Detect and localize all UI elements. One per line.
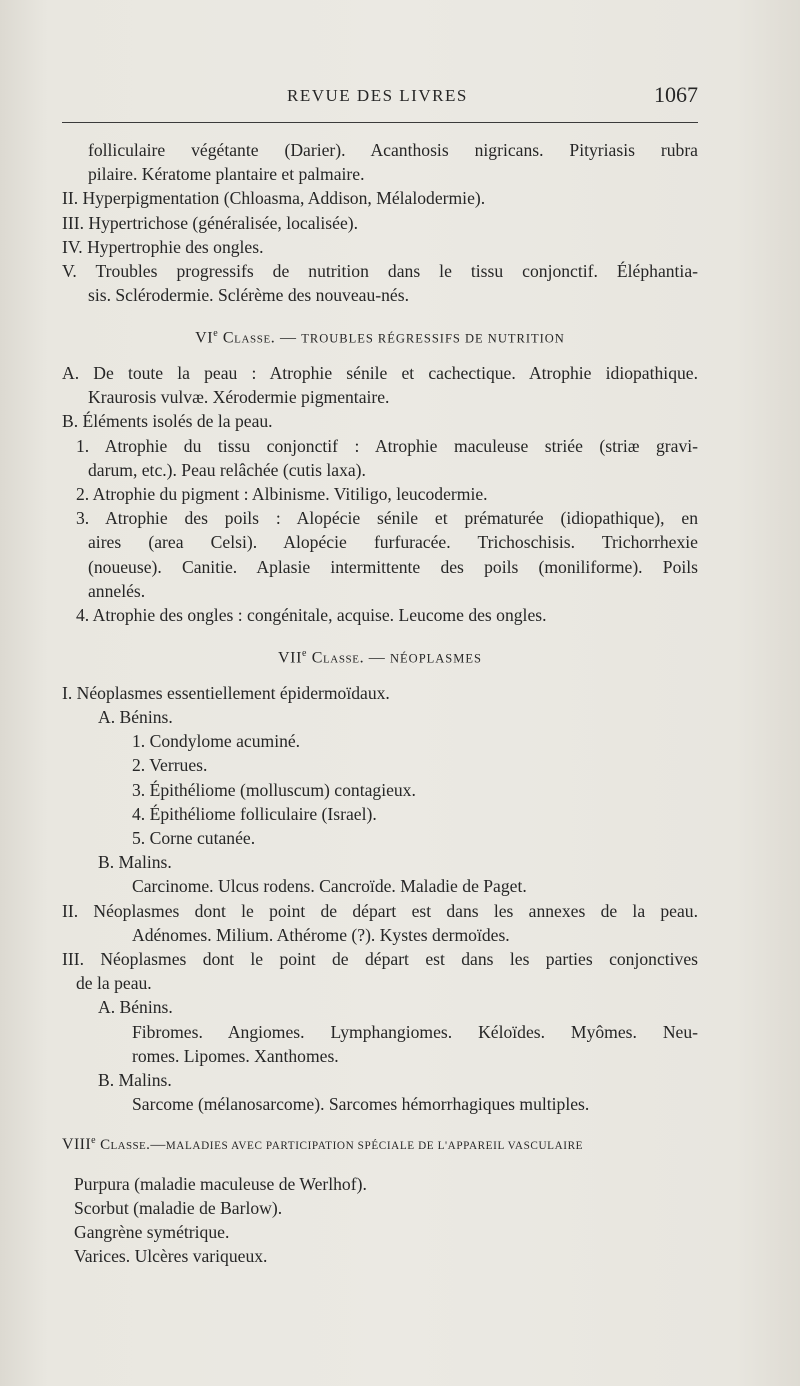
text-line: Fibromes. Angiomes. Lymphangiomes. Kéloïdes. Myômes. Neu-: [132, 1021, 698, 1042]
text-line: A. Bénins.: [98, 706, 173, 727]
text-line: 3. Épithéliome (molluscum) contagieux.: [132, 779, 416, 800]
page-number: 1067: [654, 82, 698, 107]
text-line: 3. Atrophie des poils : Alopécie sénile et prématurée (idiopathique), en: [76, 508, 698, 529]
page-header: [62, 84, 698, 112]
section-v-continued: [62, 138, 698, 307]
text-line: Purpura (maladie maculeuse de Werlhof).: [74, 1173, 367, 1194]
text-line: I. Néoplasmes essentiellement épidermoïdaux.: [62, 682, 390, 703]
text-line: 1. Atrophie du tissu conjonctif : Atrophie maculeuse striée (striæ gravi-: [76, 435, 698, 456]
text-line: A. De toute la peau : Atrophie sénile et cachectique. Atrophie idiopathique.: [62, 362, 698, 383]
text-line: annelés.: [88, 580, 146, 601]
text-line: II. Néoplasmes dont le point de départ est dans les annexes de la peau.: [62, 900, 698, 921]
text-line: Adénomes. Milium. Athérome (?). Kystes dermoïdes.: [132, 924, 510, 945]
text-line: B. Éléments isolés de la peau.: [62, 411, 273, 432]
section-viii-body: [62, 1172, 698, 1269]
text-line: romes. Lipomes. Xanthomes.: [132, 1045, 339, 1066]
text-line: III. Hypertrichose (généralisée, localisée).: [62, 212, 359, 233]
text-line: 2. Atrophie du pigment : Albinisme. Vitiligo, leucodermie.: [76, 483, 488, 504]
text-line: IV. Hypertrophie des ongles.: [62, 236, 264, 257]
text-line: folliculaire végétante (Darier). Acanthosis nigricans. Pityriasis rubra: [88, 140, 698, 160]
text-line: sis. Sclérodermie. Sclérème des nouveau-nés.: [88, 285, 409, 306]
running-title: REVUE DES LIVRES: [287, 86, 468, 105]
text-line: 1. Condylome acuminé.: [132, 731, 301, 752]
text-line: Varices. Ulcères variqueux.: [74, 1246, 268, 1267]
text-line: Gangrène symétrique.: [74, 1221, 230, 1242]
section-heading-vi: VIe Classe. — TROUBLES RÉGRESSIFS DE NUTRITION: [195, 328, 565, 347]
text-line: pilaire. Kératome plantaire et palmaire.: [88, 164, 365, 185]
text-line: de la peau.: [76, 973, 152, 994]
section-heading-viii: VIIIe Classe.—MALADIES AVEC PARTICIPATION SPÉCIALE DE L'APPAREIL VASCULAIRE: [62, 1135, 584, 1154]
text-line: Carcinome. Ulcus rodens. Cancroïde. Maladie de Paget.: [132, 876, 527, 897]
text-line: 2. Verrues.: [132, 755, 208, 776]
text-line: III. Néoplasmes dont le point de départ est dans les parties conjonctives: [62, 948, 698, 969]
section-vi-body: [62, 361, 698, 627]
text-line: Kraurosis vulvæ. Xérodermie pigmentaire.: [88, 387, 390, 408]
header-rule: [62, 122, 698, 123]
text-line: B. Malins.: [98, 1069, 172, 1090]
text-line: 5. Corne cutanée.: [132, 827, 256, 848]
text-line: aires (area Celsi). Alopécie furfuracée. Trichoschisis. Trichorrhexie: [88, 532, 698, 553]
text-line: B. Malins.: [98, 852, 172, 873]
text-line: Scorbut (maladie de Barlow).: [74, 1197, 283, 1218]
text-line: 4. Atrophie des ongles : congénitale, acquise. Leucome des ongles.: [76, 604, 547, 625]
text-line: II. Hyperpigmentation (Chloasma, Addison, Mélalodermie).: [62, 188, 486, 209]
section-vii-body: [62, 681, 698, 1117]
text-line: darum, etc.). Peau relâchée (cutis laxa).: [88, 459, 366, 480]
page-body: [62, 138, 698, 1268]
text-line: (noueuse). Canitie. Aplasie intermittente des poils (moniliforme). Poils: [88, 556, 698, 577]
section-heading-vii: VIIe Classe. — NÉOPLASMES: [278, 648, 482, 667]
text-line: Sarcome (mélanosarcome). Sarcomes hémorrhagiques multiples.: [132, 1094, 590, 1115]
text-line: A. Bénins.: [98, 997, 173, 1018]
text-line: 4. Épithéliome folliculaire (Israel).: [132, 803, 377, 824]
text-line: V. Troubles progressifs de nutrition dans le tissu conjonctif. Éléphantia-: [62, 261, 698, 282]
